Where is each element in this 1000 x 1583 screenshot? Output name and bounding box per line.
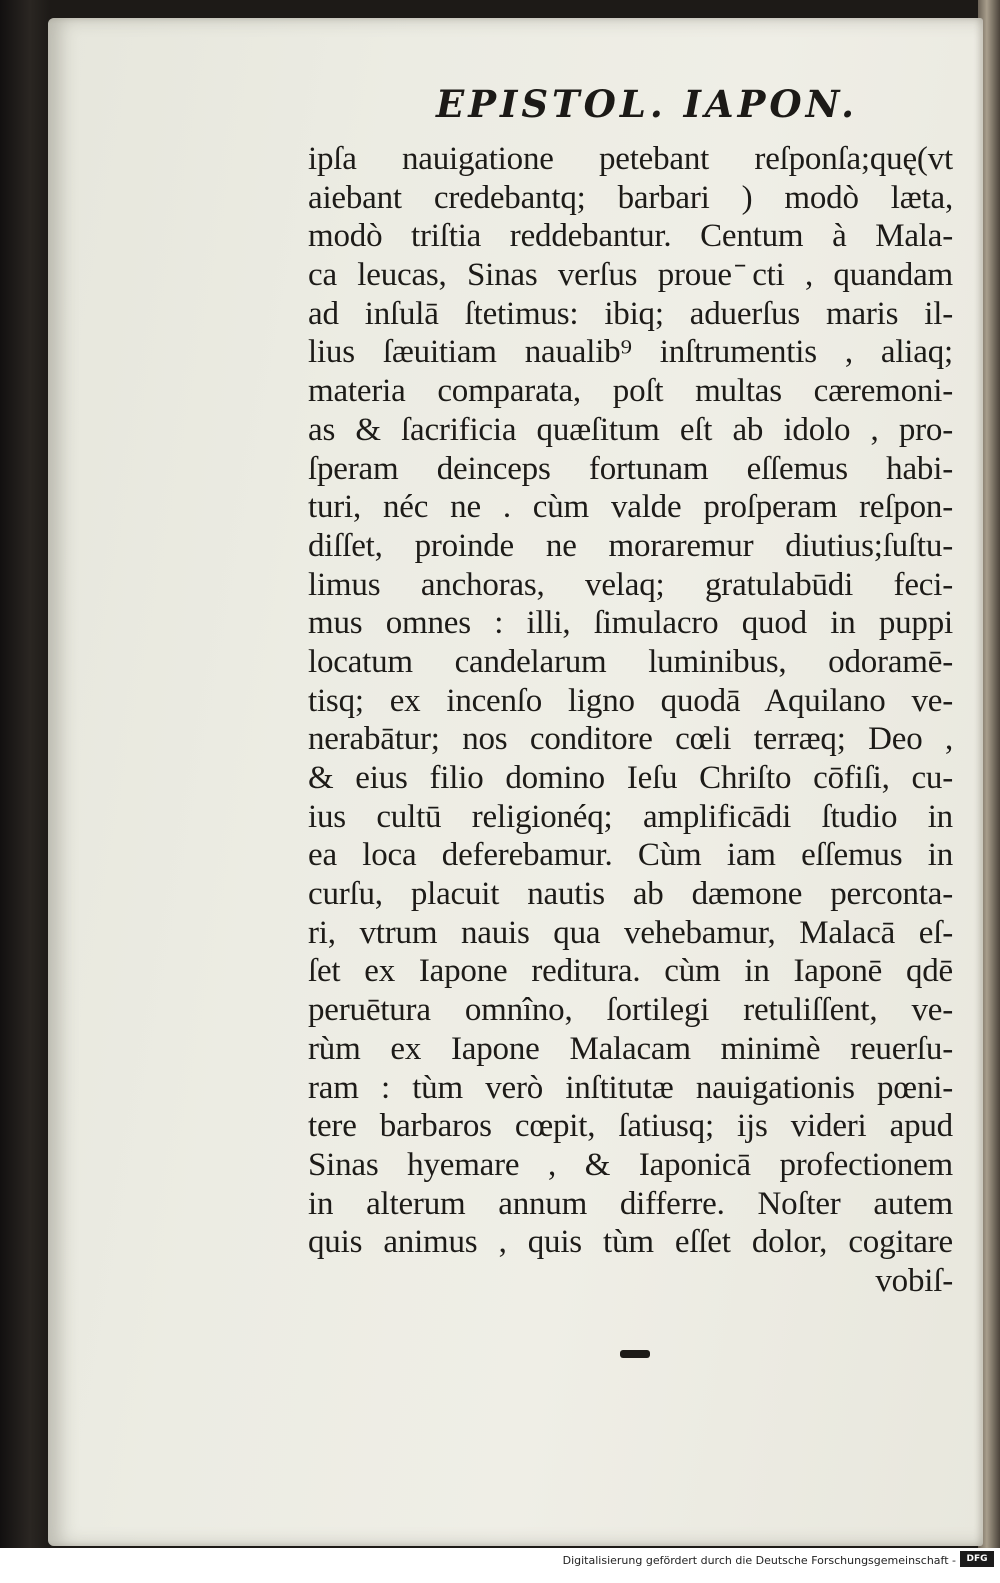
running-head: EPISTOL. IAPON.: [436, 82, 858, 126]
catchword: vobiſ-: [875, 1262, 953, 1299]
text-line: aiebant credebantq; barbari ) modò læta,: [308, 179, 953, 216]
text-line: quis animus , quis tùm eſſet dolor, cogitare: [308, 1224, 953, 1261]
text-line: nerabātur; nos conditore cœli terræq; Deo ,: [308, 721, 953, 758]
text-line: locatum candelarum luminibus, odoramē-: [308, 643, 953, 680]
text-line: rùm ex Iapone Malacam minimè reuerſu-: [308, 1030, 953, 1067]
text-line: & eius filio domino Ieſu Chriſto cōfiſi, cu-: [308, 760, 953, 796]
dfg-logo: DFG: [960, 1551, 994, 1567]
text-line: ram : tùm verò inſtitutæ nauigationis pœni-: [308, 1069, 953, 1106]
text-line: diſſet, proinde ne moraremur diutius;ſuſtu-: [308, 527, 953, 564]
text-line: ius cultū religionéq; amplificādi ſtudio in: [308, 798, 953, 835]
text-line: lius ſæuitiam naualib⁹ inſtrumentis , aliaq;: [308, 334, 953, 371]
text-line: curſu, placuit nautis ab dæmone percontа-: [308, 876, 953, 913]
text-line: turi, néc ne . cùm valde proſperam reſpon-: [308, 489, 953, 526]
text-line: limus anchoras, velaq; gratulabūdi feci-: [308, 566, 953, 603]
text-line: ſet ex Iapone reditura. cùm in Iaponē qdē: [308, 953, 953, 990]
text-line: ri, vtrum nauis qua vehebamur, Malacā eſ-: [308, 914, 953, 951]
text-line: peruētura omnîno, ſortilegi retuliſſent, ve-: [308, 992, 953, 1029]
text-line: ſperam deinceps fortunam eſſemus habi-: [308, 450, 953, 487]
text-line: tere barbaros cœpit, ſatiusq; ijs videri apud: [308, 1108, 953, 1145]
signature-mark: [620, 1350, 650, 1358]
text-line: ad inſulā ſtetimus: ibiq; aduerſus maris il-: [308, 295, 953, 332]
text-line: ca leucas, Sinas verſus proue ̄cti , quandam: [308, 257, 953, 294]
text-line: mus omnes : illi, ſimulacro quod in puppi: [308, 605, 953, 642]
text-line: ea loca deferebamur. Cùm iam eſſemus in: [308, 837, 953, 874]
text-line: as & ſacrificia quæſitum eſt ab idolo , pro-: [308, 411, 953, 448]
body-text: [308, 140, 953, 1301]
text-line: Sinas hyemare , & Iaponicā profectionem: [308, 1146, 953, 1183]
text-line: modò triſtia reddebantur. Centum à Mala-: [308, 218, 953, 255]
text-line: materia comparata, poſt multas cæremoni-: [308, 373, 953, 410]
digitization-credit: Digitalisierung gefördert durch die Deutsche Forschungsgemeinschaft -: [562, 1554, 956, 1567]
text-line: in alterum annum differre. Noſter autem: [308, 1185, 953, 1222]
text-line: tisq; ex incenſo ligno quodā Aquilano ve-: [308, 682, 953, 719]
text-line: ipſa nauigatione petebant reſponſa;quę(vt: [308, 141, 953, 177]
